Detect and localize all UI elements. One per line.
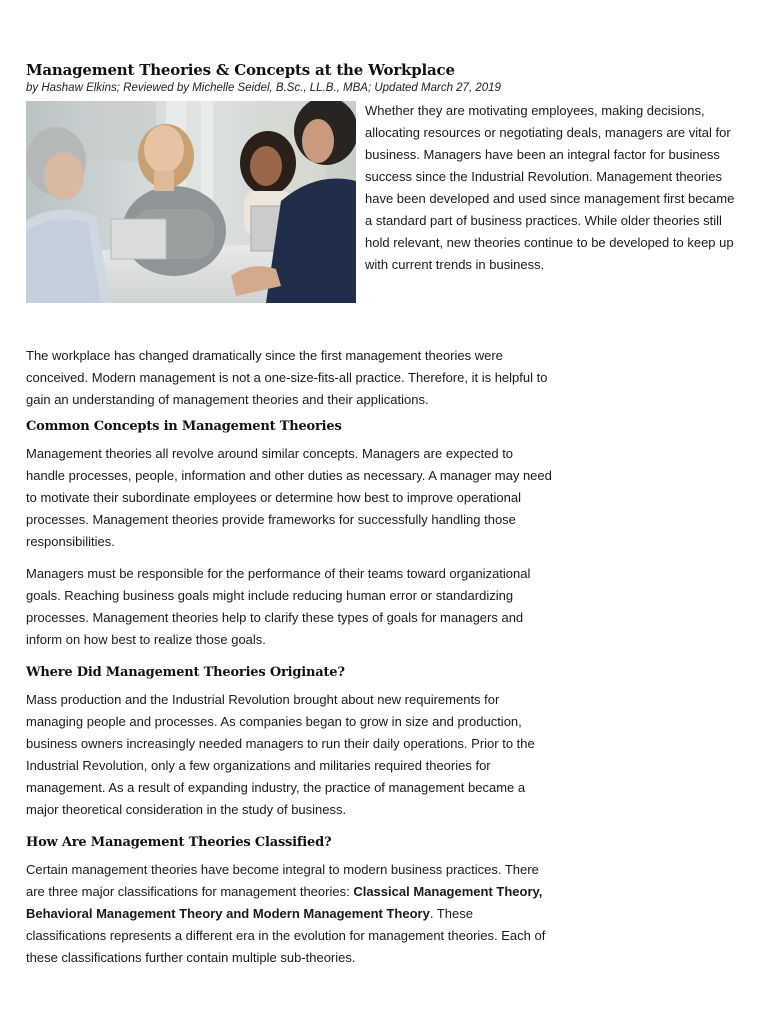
intro-paragraph: Whether they are motivating employees, making decisions, allocating resources or negotiating deals, managers are vital for business. Managers have been an integral factor for business success since the Industrial Revolution. Management theories have been developed and used since management first became a standard part of business practices. While older theories still hold relevant, new theories continue to be developed to keep up with current trends in business. — [365, 103, 735, 272]
heading-common-concepts: Common Concepts in Management Theories — [26, 419, 342, 434]
hero-photo-svg — [26, 101, 356, 303]
heading-origin: Where Did Management Theories Originate? — [26, 665, 345, 680]
paragraph-classification — [26, 859, 554, 969]
heading-classification: How Are Management Theories Classified? — [26, 835, 332, 850]
article-byline: by Hashaw Elkins; Reviewed by Michelle Seidel, B.Sc., LL.B., MBA; Updated March 27, 2019 — [26, 82, 501, 94]
article-title: Management Theories & Concepts at the Workplace — [26, 61, 455, 79]
paragraph-common-concepts-2: Managers must be responsible for the performance of their teams toward organizational goals. Reaching business goals might include reducing human error or standardizing processes. Management theories help to clarify these types of goals for managers and inform on how best to realize those goals. — [26, 566, 531, 647]
paragraph-common-concepts-1: Management theories all revolve around similar concepts. Managers are expected to handle processes, people, information and other duties as necessary. A manager may need to motivate their subordinate employees or determine how best to improve operational processes. Management theories provide frameworks for successfully handling those responsibilities. — [26, 446, 552, 549]
paragraph-origin: Mass production and the Industrial Revolution brought about new requirements for managing people and processes. As companies began to grow in size and production, business owners increasingly needed managers to run their daily operations. Prior to the Industrial Revolution, only a few organizations and militaries required theories for management. As a result of expanding industry, the practice of management became a major theoretical consideration in the study of business. — [26, 692, 535, 817]
article-body — [26, 345, 554, 979]
classification-text-start: Certain management theories have become integral to modern business practices. There are three major classifications for management theories: — [26, 862, 539, 899]
classification-text-end: . These classifications represents a different era in the evolution for management theories. Each of these classifications further contain multiple sub-theories. — [26, 906, 546, 965]
hero-photo-office-meeting — [26, 101, 356, 303]
classification-theories-bold: Classical Management Theory, Behavioral Management Theory and Modern Management Theory — [26, 884, 543, 921]
paragraph-workplace: The workplace has changed dramatically since the first management theories were conceived. Modern management is not a one-size-fits-all practice. Therefore, it is helpful to gain an understanding of management theories and their applications. — [26, 348, 548, 407]
